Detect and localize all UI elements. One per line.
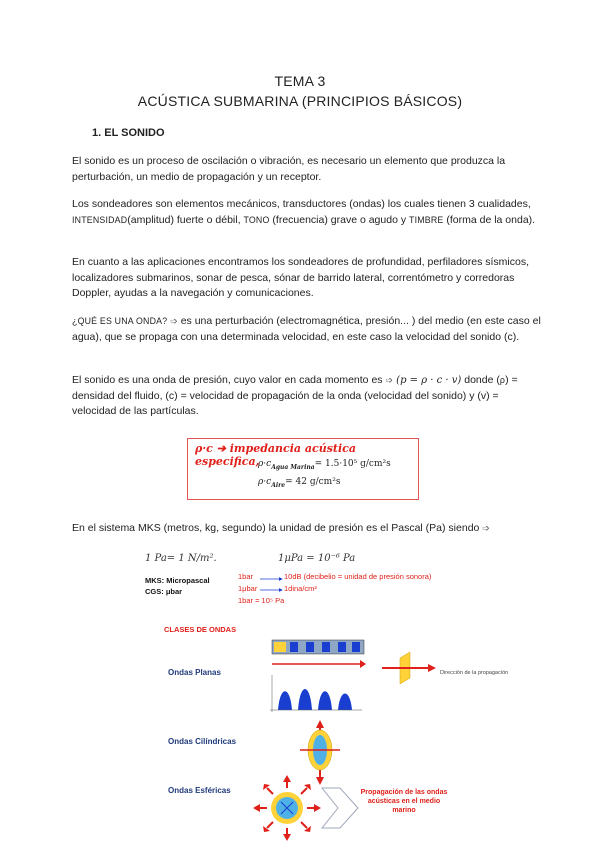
bar-value-1: 10dB (decibelio = unidad de presión sonora) [284,572,432,581]
keyword-timbre: TIMBRE [409,214,444,225]
impedance-box [187,438,419,500]
impedance-title: ρ·c ➔ impedancia acústica especifica, [195,442,356,468]
paragraph-pressure-wave: El sonido es una onda de presión, cuyo valor en cada momento es ➩ (p = ρ · c · v) donde (ρ) = densidad del fluido, (c) = velocidad de propagación de la onda (velocidad del sonido) y (v) = velocidad de las partículas. [72,374,518,418]
paragraph-wave-definition: ¿QUÉ ES UNA ONDA? ➩ es una perturbación (electromagnética, presión... ) del medio (en este caso el agua), que se propaga con una determinada velocidad, en este caso la velocidad del sonido (c). [72,315,541,343]
wave-classes-title: CLASES DE ONDAS [164,625,237,634]
keyword-intensidad: INTENSIDAD [72,214,128,225]
mks-label: MKS: Micropascal [145,576,210,585]
paragraph-applications: En cuanto a las aplicaciones encontramos los sondeadores de profundidad, perfiladores sísmicos, localizadores submarinos, sonar de pesca, sónar de barrido lateral, correntómetro y corredoras Doppler, ayudas a la navegación y comunicaciones. [72,256,530,300]
spherical-wave-diagram [253,775,358,841]
propagation-direction-label: Dirección de la propagación [440,670,509,676]
impedance-air: $\rho\cdot c_{Aire}= 42$ g/cm²s [258,477,341,489]
keyword-tono: TONO [243,214,270,225]
paragraph-sounders: Los sondeadores son elementos mecánicos, transductores (ondas) los cuales tienen 3 cualidades, INTENSIDAD(amplitud) fuerte o débil, TONO (frecuencia) grave o agudo y TIMBRE (forma de la onda). [72,198,536,226]
bar-value-2: 1dina/cm² [284,584,317,593]
cylindrical-wave-diagram [300,720,340,785]
paragraph-mks: En el sistema MKS (metros, kg, segundo) la unidad de presión es el Pascal (Pa) siendo ➩ [72,522,490,534]
doc-subtitle: ACÚSTICA SUBMARINA (PRINCIPIOS BÁSICOS) [137,93,463,109]
micropascal-definition: 1μPa = 10⁻⁶ Pa [278,553,356,564]
arrow-icon: ➩ [385,375,393,385]
plane-wave-diagram [270,640,436,712]
pascal-definition: 1 Pa= 1 N/m². [145,553,217,564]
bar-label-1: 1bar [238,572,254,581]
keyword-que-es-onda: ¿QUÉ ES UNA ONDA? [72,316,168,326]
wave-classes-illustration [250,630,480,845]
unit-arrows [258,574,286,594]
paragraph-sound-definition: El sonido es un proceso de oscilación o vibración, es necesario un elemento que produzca la perturbación, un medio de propagación y un receptor. [72,155,506,183]
arrow-icon: ➩ [482,523,490,533]
bar-label-2: 1μbar [238,584,258,593]
cylindrical-waves-label: Ondas Cilíndricas [168,737,237,746]
bar-equivalence: 1bar = 10⁵ Pa [238,596,285,605]
cgs-label: CGS: μbar [145,587,183,596]
pressure-formula: (p = ρ · c · v) [393,375,462,386]
impedance-seawater: $\rho\cdot c_{Agua Marina}= 1.5\cdot 10^5$ g/cm²s [258,459,391,471]
spherical-waves-label: Ondas Esféricas [168,786,231,795]
doc-title: TEMA 3 [274,73,326,89]
plane-waves-label: Ondas Planas [168,668,221,677]
marine-propagation-caption: Propagación de las ondas acústicas en el medio marino [360,789,448,814]
section-heading: 1. EL SONIDO [92,127,165,139]
arrow-icon: ➩ [170,316,178,326]
